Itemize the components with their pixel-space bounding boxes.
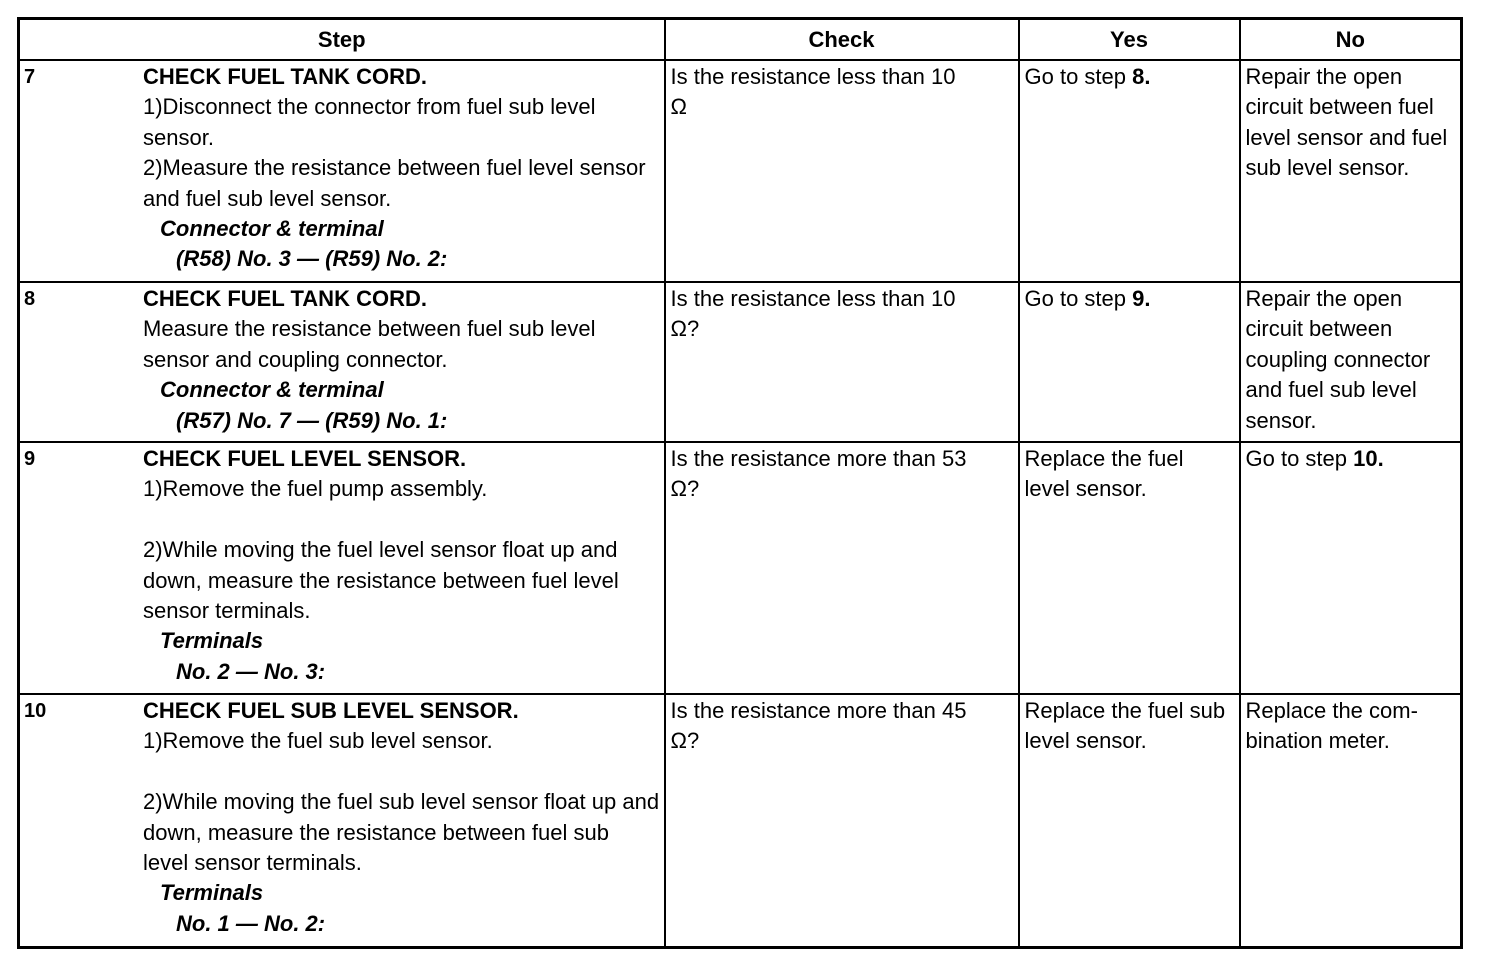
step-cell xyxy=(19,60,665,282)
yes-cell xyxy=(1019,282,1240,442)
terminals-label: Terminals xyxy=(160,880,264,906)
step-instruction: 1)Remove the fuel pump assembly. xyxy=(143,476,488,502)
step-number: 10 xyxy=(24,700,47,722)
yes-text: Replace the fuel sub level sensor. xyxy=(1024,698,1226,754)
step-title: CHECK FUEL LEVEL SENSOR. xyxy=(143,446,467,471)
connector-label: Connector & terminal xyxy=(160,377,384,403)
step-instruction: 2)While moving the fuel sub level sensor float up and down, measure the resistance between fuel sub level sensor terminals. xyxy=(143,789,666,876)
step-instruction: 1)Disconnect the connector from fuel sub level sensor. xyxy=(143,94,602,150)
step-instruction: Measure the resistance between fuel sub level sensor and coupling connector. xyxy=(143,316,602,372)
step-title: CHECK FUEL SUB LEVEL SENSOR. xyxy=(143,698,519,723)
table-row xyxy=(19,282,1462,442)
terminals-value: No. 2 — No. 3: xyxy=(176,658,326,684)
yes-step-link: 8. xyxy=(1132,64,1151,89)
table-row xyxy=(19,60,1462,282)
yes-cell xyxy=(1019,694,1240,948)
ohm-symbol: Ω? xyxy=(670,728,700,754)
terminals-value: No. 1 — No. 2: xyxy=(176,910,326,936)
header-yes: Yes xyxy=(1019,19,1240,61)
terminals-label: Terminals xyxy=(160,628,264,654)
no-text: Go to step xyxy=(1245,446,1354,471)
connector-terminal-value: (R57) No. 7 — (R59) No. 1: xyxy=(176,407,448,433)
spacer xyxy=(143,505,660,535)
connector-terminal-value: (R58) No. 3 — (R59) No. 2: xyxy=(176,246,448,272)
connector-label: Connector & terminal xyxy=(160,216,384,242)
step-number: 8 xyxy=(24,288,36,310)
step-cell xyxy=(19,694,665,948)
header-step: Step xyxy=(19,19,665,61)
step-title: CHECK FUEL TANK CORD. xyxy=(143,286,427,311)
ohm-symbol: Ω? xyxy=(670,476,700,502)
step-cell xyxy=(19,282,665,442)
no-text: Repair the open circuit between fuel level sensor and fuel sub level sensor. xyxy=(1245,64,1448,181)
no-cell xyxy=(1240,442,1462,694)
step-instruction: 1)Remove the fuel sub level sensor. xyxy=(143,728,493,754)
no-cell xyxy=(1240,60,1462,282)
check-text: Is the resistance more than 45 xyxy=(670,698,967,723)
check-cell xyxy=(665,282,1019,442)
step-instruction: 2)Measure the resistance between fuel level sensor and fuel sub level sensor. xyxy=(143,155,652,211)
step-instruction: 2)While moving the fuel level sensor float up and down, measure the resistance between fuel level sensor terminals. xyxy=(143,537,625,624)
spacer xyxy=(143,757,660,787)
ohm-symbol: Ω? xyxy=(670,316,700,342)
yes-cell xyxy=(1019,60,1240,282)
no-cell xyxy=(1240,694,1462,948)
diagnostic-procedure-table xyxy=(17,17,1463,949)
no-text: Replace the com-bination meter. xyxy=(1245,698,1418,754)
header-row xyxy=(19,19,1462,61)
no-step-link: 10. xyxy=(1353,446,1384,471)
header-check: Check xyxy=(665,19,1019,61)
table-row xyxy=(19,694,1462,948)
yes-step-link: 9. xyxy=(1132,286,1151,311)
check-text: Is the resistance more than 53 xyxy=(670,446,967,471)
yes-text: Go to step xyxy=(1024,64,1133,89)
check-cell xyxy=(665,694,1019,948)
no-text: Repair the open circuit between coupling connector and fuel sub level sensor. xyxy=(1245,286,1431,433)
step-cell xyxy=(19,442,665,694)
step-title: CHECK FUEL TANK CORD. xyxy=(143,64,427,89)
check-cell xyxy=(665,60,1019,282)
no-cell xyxy=(1240,282,1462,442)
step-number: 9 xyxy=(24,448,36,470)
ohm-symbol: Ω xyxy=(670,94,687,120)
yes-text: Replace the fuel level sensor. xyxy=(1024,446,1184,502)
check-cell xyxy=(665,442,1019,694)
header-no: No xyxy=(1240,19,1462,61)
yes-text: Go to step xyxy=(1024,286,1133,311)
check-text: Is the resistance less than 10 xyxy=(670,286,956,311)
check-text: Is the resistance less than 10 xyxy=(670,64,956,89)
step-number: 7 xyxy=(24,66,36,88)
yes-cell xyxy=(1019,442,1240,694)
table-row xyxy=(19,442,1462,694)
